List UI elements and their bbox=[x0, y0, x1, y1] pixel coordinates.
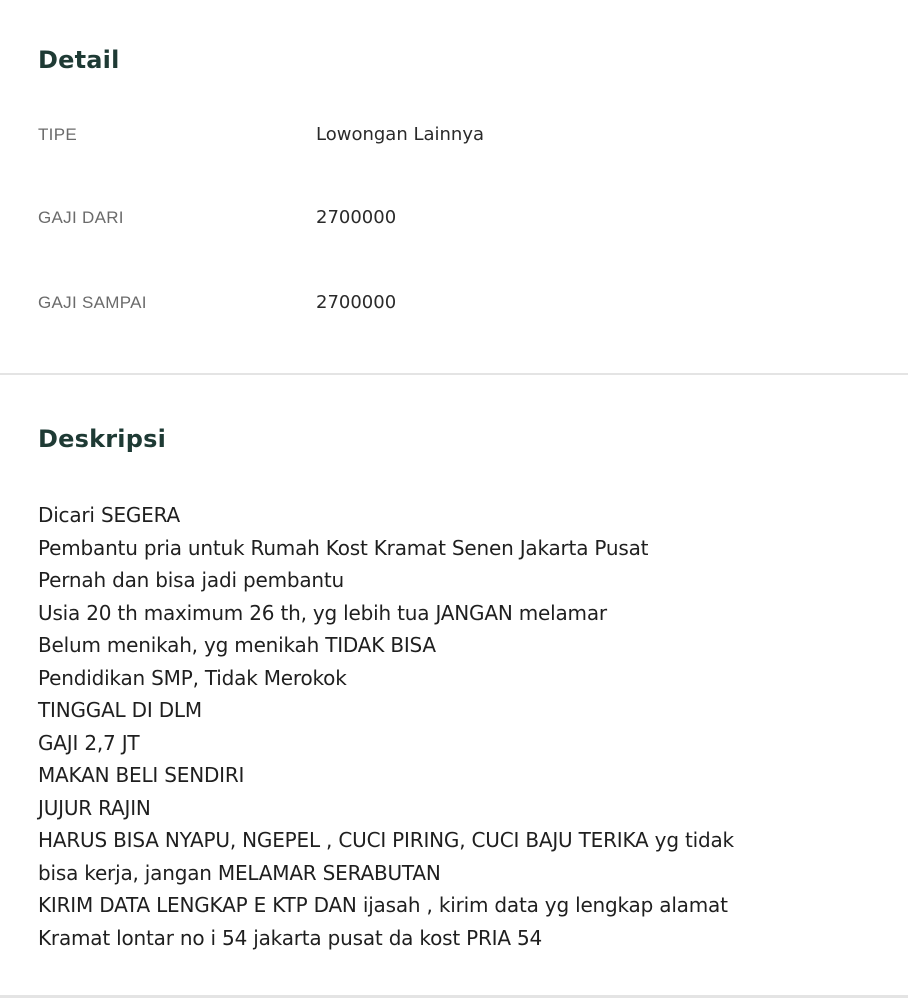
detail-section-title: Detail bbox=[38, 46, 120, 74]
detail-label-gaji-sampai: GAJI SAMPAI bbox=[38, 293, 147, 312]
description-line: Pernah dan bisa jadi pembantu bbox=[38, 568, 345, 592]
description-line: MAKAN BELI SENDIRI bbox=[38, 763, 245, 787]
detail-row-tipe bbox=[38, 120, 868, 150]
description-line: HARUS BISA NYAPU, NGEPEL , CUCI PIRING, CUCI BAJU TERIKA yg tidak bbox=[38, 828, 734, 852]
detail-label-gaji-dari: GAJI DARI bbox=[38, 208, 124, 227]
section-divider bbox=[0, 373, 908, 375]
detail-value-tipe: Lowongan Lainnya bbox=[316, 124, 485, 145]
description-line: Pembantu pria untuk Rumah Kost Kramat Senen Jakarta Pusat bbox=[38, 535, 649, 560]
detail-label-tipe: TIPE bbox=[38, 125, 77, 144]
description-section-title: Deskripsi bbox=[38, 425, 166, 453]
detail-row-gaji-sampai bbox=[38, 288, 868, 318]
description-line: KIRIM DATA LENGKAP E KTP DAN ijasah , kirim data yg lengkap alamat bbox=[38, 893, 728, 917]
description-line: GAJI 2,7 JT bbox=[38, 730, 140, 755]
description-line: Dicari SEGERA bbox=[38, 503, 180, 527]
description-line: Pendidikan SMP, Tidak Merokok bbox=[38, 665, 347, 690]
detail-value-gaji-sampai: 2700000 bbox=[316, 292, 397, 313]
description-text bbox=[38, 499, 878, 954]
detail-value-gaji-dari: 2700000 bbox=[316, 207, 397, 228]
detail-row-gaji-dari bbox=[38, 203, 868, 233]
bottom-divider bbox=[0, 995, 908, 998]
description-line: bisa kerja, jangan MELAMAR SERABUTAN bbox=[38, 860, 441, 885]
description-line: Kramat lontar no i 54 jakarta pusat da kost PRIA 54 bbox=[38, 925, 543, 950]
description-line: Belum menikah, yg menikah TIDAK BISA bbox=[38, 633, 436, 657]
description-line: TINGGAL DI DLM bbox=[38, 698, 202, 722]
description-line: Usia 20 th maximum 26 th, yg lebih tua JANGAN melamar bbox=[38, 600, 607, 625]
description-line: JUJUR RAJIN bbox=[38, 795, 151, 820]
